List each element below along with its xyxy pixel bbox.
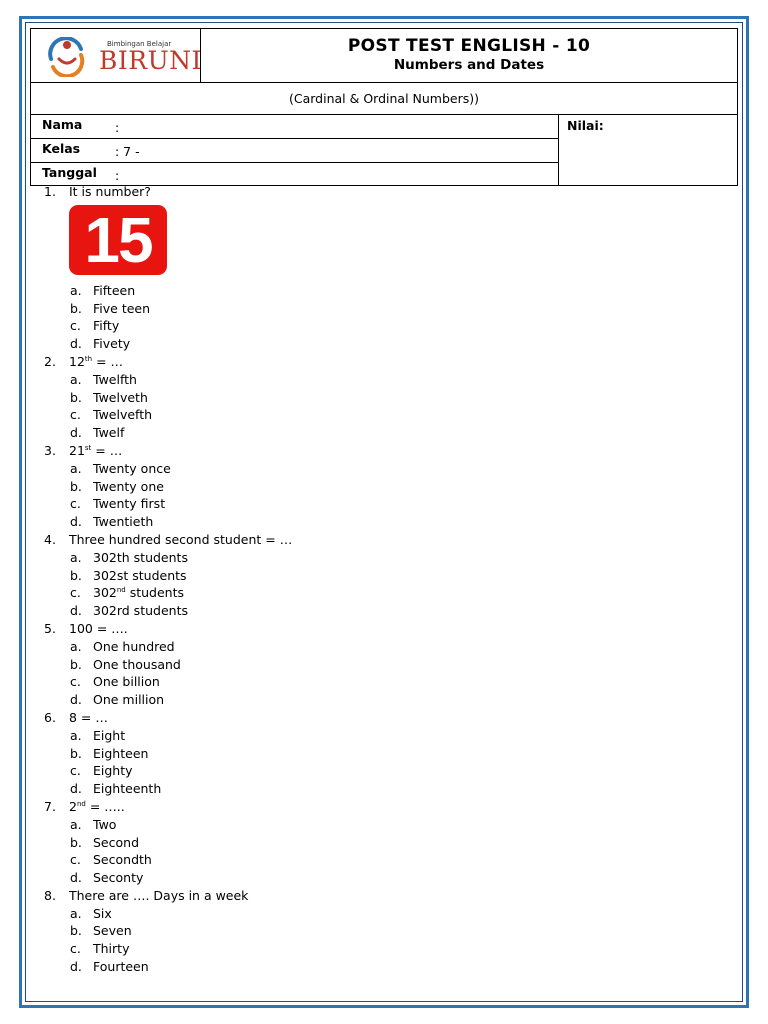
question-number: 7. (44, 798, 56, 814)
option-letter: b. (70, 834, 82, 850)
option-letter: d. (70, 692, 82, 708)
tanggal-label: Tanggal (42, 165, 97, 180)
question-number: 5. (44, 620, 56, 636)
option-letter: a. (70, 371, 82, 387)
option-text: Twenty one (93, 478, 164, 494)
option-letter: b. (70, 567, 82, 583)
option-text: Five teen (93, 300, 151, 316)
option-text: Twelveth (93, 389, 148, 405)
option-letter: b. (70, 300, 82, 316)
option-text: One thousand (93, 656, 181, 672)
question-text: It is number? (69, 184, 151, 199)
option (36, 745, 726, 763)
option-text: One billion (93, 674, 160, 690)
option-letter: d. (70, 870, 82, 886)
option-text: Twentieth (93, 514, 154, 530)
option-text: Fifteen (93, 282, 136, 298)
option-text: Eighteenth (93, 781, 162, 797)
option-letter: a. (70, 460, 82, 476)
option (36, 602, 726, 620)
option-letter: b. (70, 478, 82, 494)
option (36, 371, 726, 389)
option-letter: a. (70, 638, 82, 654)
option (36, 389, 726, 407)
option-text: Secondth (93, 852, 152, 868)
option-text: 302rd students (93, 603, 188, 619)
option-text: 302nd students (93, 585, 185, 601)
option (36, 513, 726, 531)
option-text: Seconty (93, 870, 144, 886)
option-text: 302th students (93, 549, 188, 565)
option-text: Fourteen (93, 959, 149, 975)
option (36, 691, 726, 709)
option (36, 335, 726, 353)
page-subtitle: Numbers and Dates (393, 57, 545, 73)
option (36, 940, 726, 958)
question-3 (36, 442, 726, 460)
logo (31, 29, 201, 82)
option-letter: c. (70, 852, 81, 868)
option-letter: d. (70, 514, 82, 530)
option-letter: c. (70, 318, 81, 334)
option (36, 567, 726, 585)
option-letter: c. (70, 674, 81, 690)
option (36, 317, 726, 335)
question-number: 6. (44, 709, 56, 725)
question-text: 21st = … (69, 442, 123, 458)
option-letter: d. (70, 425, 82, 441)
question-6 (36, 709, 726, 727)
option (36, 478, 726, 496)
option-letter: a. (70, 727, 82, 743)
logo-brand: BIRUNI (99, 46, 202, 75)
question-list (36, 183, 726, 976)
option-letter: d. (70, 603, 82, 619)
option-text: Two (93, 816, 117, 832)
option (36, 406, 726, 424)
question-number: 1. (44, 184, 56, 199)
option-text: One million (93, 692, 165, 708)
option (36, 834, 726, 852)
option-letter: a. (70, 905, 82, 921)
kelas-row (31, 138, 558, 162)
option (36, 816, 726, 834)
option-letter: c. (70, 585, 81, 601)
question-4 (36, 531, 726, 549)
question-number: 4. (44, 531, 56, 547)
option-text: Twelvefth (93, 407, 153, 423)
option-letter: c. (70, 941, 81, 957)
page-title: POST TEST ENGLISH - 10 (347, 36, 591, 56)
option (36, 922, 726, 940)
tanggal-value: : (115, 168, 120, 183)
number-15-image: 15 (69, 205, 167, 275)
option-text: Twenty once (93, 460, 171, 476)
question-number: 8. (44, 887, 56, 903)
biruni-logo-icon (45, 37, 89, 77)
option-letter: d. (70, 959, 82, 975)
question-2 (36, 353, 726, 371)
option-text: Six (93, 905, 112, 921)
question-7 (36, 798, 726, 816)
question-text: 2nd = ….. (69, 798, 125, 814)
option-letter: b. (70, 656, 82, 672)
option-text: Thirty (93, 941, 130, 957)
option (36, 300, 726, 318)
option (36, 673, 726, 691)
option (36, 780, 726, 798)
option-letter: d. (70, 336, 82, 352)
option (36, 549, 726, 567)
option-text: Twelfth (93, 371, 137, 387)
option-letter: c. (70, 496, 81, 512)
option (36, 584, 726, 602)
option-text: One hundred (93, 638, 175, 654)
option (36, 495, 726, 513)
question-5 (36, 620, 726, 638)
option-letter: b. (70, 745, 82, 761)
kelas-label: Kelas (42, 141, 81, 156)
nilai-cell (558, 114, 737, 185)
topic: (Cardinal & Ordinal Numbers)) (31, 82, 737, 114)
option-text: Eighteen (93, 745, 149, 761)
kelas-value: : 7 - (115, 144, 140, 159)
option (36, 905, 726, 923)
option-letter: b. (70, 923, 82, 939)
title-cell (201, 29, 737, 82)
question-number: 2. (44, 353, 56, 369)
question-text: There are …. Days in a week (69, 887, 249, 903)
question-text: 8 = … (69, 709, 108, 725)
option (36, 638, 726, 656)
option-letter: b. (70, 389, 82, 405)
tanggal-row (31, 162, 558, 185)
option-letter: c. (70, 407, 81, 423)
option-letter: a. (70, 549, 82, 565)
question-text: 12th = … (69, 353, 124, 369)
option-letter: a. (70, 816, 82, 832)
option-letter: d. (70, 781, 82, 797)
question-number: 3. (44, 442, 56, 458)
nama-label: Nama (42, 117, 83, 132)
question-text: Three hundred second student = … (69, 531, 293, 547)
header-table (30, 28, 738, 186)
option (36, 460, 726, 478)
option (36, 851, 726, 869)
option (36, 958, 726, 976)
question-text: 100 = …. (69, 620, 128, 636)
option-text: Second (93, 834, 140, 850)
option (36, 762, 726, 780)
option-text: 302st students (93, 567, 187, 583)
question-8 (36, 887, 726, 905)
option-text: Fivety (93, 336, 131, 352)
option-text: Twenty first (93, 496, 166, 512)
option-text: Twelf (93, 425, 125, 441)
option (36, 656, 726, 674)
option-text: Fifty (93, 318, 120, 334)
question-1 (36, 183, 726, 201)
nama-value: : (115, 120, 120, 135)
option-text: Seven (93, 923, 132, 939)
option-text: Eighty (93, 763, 133, 779)
option (36, 727, 726, 745)
nama-row (31, 114, 558, 138)
option-letter: a. (70, 282, 82, 298)
option (36, 869, 726, 887)
option-text: Eight (93, 727, 126, 743)
option (36, 424, 726, 442)
nilai-label: Nilai: (567, 118, 604, 133)
option (36, 282, 726, 300)
option-letter: c. (70, 763, 81, 779)
logo-tagline: Bimbingan Belajar (107, 40, 172, 48)
